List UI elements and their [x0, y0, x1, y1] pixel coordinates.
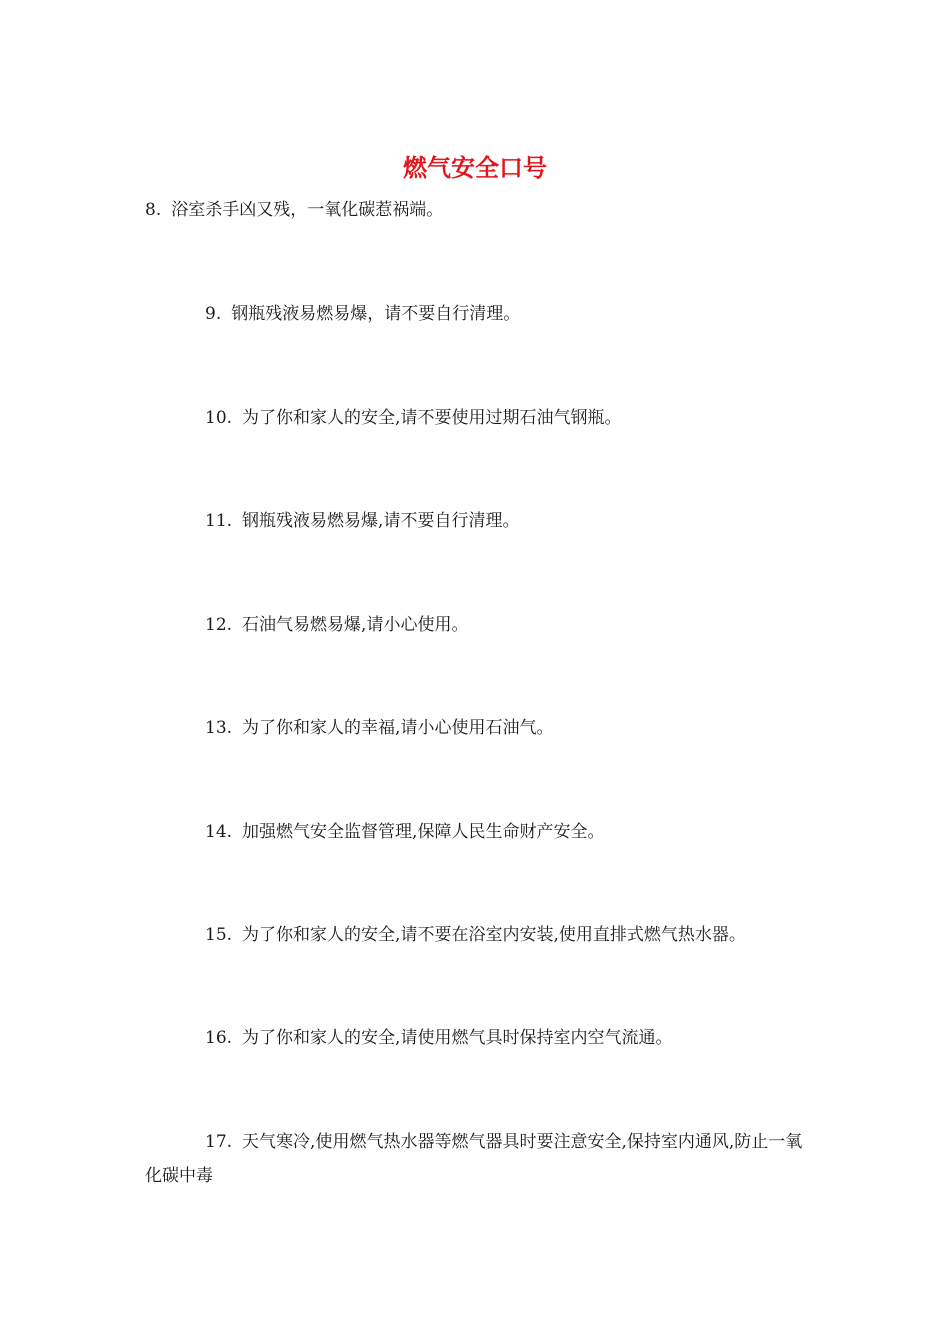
- item-text: 为了你和家人的安全,请使用燃气具时保持室内空气流通。: [242, 1028, 673, 1048]
- item-number: 10.: [205, 408, 233, 428]
- item-number: 13.: [205, 718, 233, 738]
- item-number: 11.: [205, 511, 233, 531]
- item-text: 天气寒冷,使用燃气热水器等燃气器具时要注意安全,保持室内通风,防止一氧化碳中毒: [145, 1132, 803, 1186]
- item-text: 浴室杀手凶又残，一氧化碳惹祸端。: [171, 200, 444, 220]
- item-text: 石油气易燃易爆,请小心使用。: [242, 615, 469, 635]
- item-number: 14.: [205, 822, 233, 842]
- slogan-item-16: [145, 1021, 805, 1055]
- slogan-item-8: [145, 193, 805, 227]
- slogan-item-13: [145, 711, 805, 745]
- slogan-item-10: [145, 401, 805, 435]
- item-text: 为了你和家人的幸福,请小心使用石油气。: [242, 718, 554, 738]
- item-text: 加强燃气安全监督管理,保障人民生命财产安全。: [242, 822, 605, 842]
- item-text: 钢瓶残液易燃易爆，请不要自行清理。: [231, 304, 521, 324]
- slogan-item-11: [145, 504, 805, 538]
- item-number: 17.: [205, 1132, 233, 1152]
- slogan-item-12: [145, 608, 805, 642]
- item-text: 为了你和家人的安全,请不要使用过期石油气钢瓶。: [242, 408, 622, 428]
- page-title: 燃气安全口号: [403, 154, 547, 182]
- item-number: 12.: [205, 615, 233, 635]
- slogan-item-17: [145, 1125, 805, 1193]
- item-number: 16.: [205, 1028, 233, 1048]
- item-text: 为了你和家人的安全,请不要在浴室内安装,使用直排式燃气热水器。: [242, 925, 746, 945]
- item-number: 8.: [145, 200, 162, 220]
- slogan-item-15: [145, 918, 805, 952]
- item-text: 钢瓶残液易燃易爆,请不要自行清理。: [242, 511, 520, 531]
- item-number: 9.: [205, 304, 222, 324]
- item-number: 15.: [205, 925, 233, 945]
- slogan-item-14: [145, 815, 805, 849]
- slogan-item-9: [145, 297, 805, 331]
